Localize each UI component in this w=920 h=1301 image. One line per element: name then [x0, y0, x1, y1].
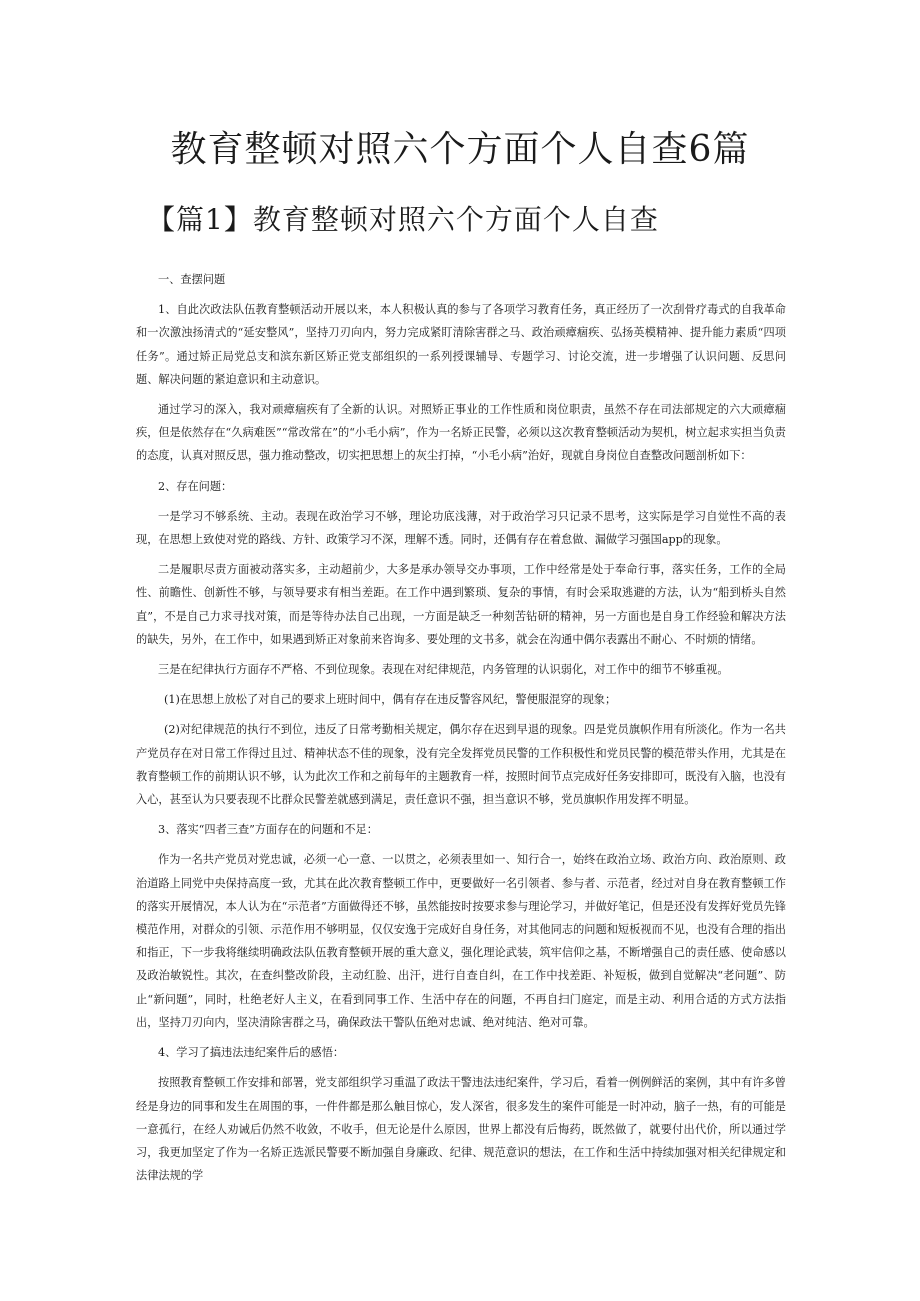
list-item: (2)对纪律规范的执行不到位，违反了日常考勤相关规定，偶尔存在迟到早退的现象。四是党员旗帜作用有所淡化。作为一名共产党员存在对日常工作得过且过、精神状态不佳的现象，没有完全发挥党员民警的工作积极性和党员民警的模范带头作用，尤其是在教育整顿工作的前期认识不够，认为此次工作和之前每年的主题教育一样，按照时间节点完成好任务安排即可，既没有入脑，也没有入心，甚至认为只要表现不比群众民警差就感到满足，责任意识不强，担当意识不够，党员旗帜作用发挥不明显。: [136, 723, 786, 807]
list-item: (1)在思想上放松了对自己的要求上班时间中，偶有存在违反警容风纪，警便服混穿的现象；: [164, 693, 617, 707]
document-title: 教育整顿对照六个方面个人自查6篇: [170, 129, 750, 170]
section-title: 【篇1】教育整顿对照六个方面个人自查: [147, 203, 659, 236]
paragraph: 二是履职尽责方面被动落实多，主动超前少，大多是承办领导交办事项，工作中经常是处于奉命行事，落实任务，工作的全局性、前瞻性、创新性不够，与领导要求有相当差距。在工作中遇到繁琐、复杂的事情，有时会采取逃避的方法，认为“船到桥头自然直”，不是自己力求寻找对策，而是等待办法自己出现，一方面是缺乏一种刻苦钻研的精神，另一方面也是自身工作经验和解决方法的缺失，另外，在工作中，如果遇到矫正对象前来咨询多、要处理的文书多，就会在沟通中偶尔表露出不耐心、不时烦的情绪。: [136, 563, 786, 646]
paragraph: 通过学习的深入，我对顽瘴痼疾有了全新的认识。对照矫正事业的工作性质和岗位职责，虽然不存在司法部规定的六大顽瘴痼疾，但是依然存在“久病难医”“常改常在”的“小毛小病”，作为一名矫正民警，必须以这次教育整顿活动为契机，树立起求实担当负责的态度，认真对照反思，强力推动整改，切实把思想上的灰尘打掉，“小毛小病”治好，现就自身岗位自查整改问题剖析如下：: [136, 403, 786, 463]
paragraph: 1、自此次政法队伍教育整顿活动开展以来，本人积极认真的参与了各项学习教育任务，真正经历了一次刮骨疗毒式的自我革命和一次激浊扬清式的“延安整风”，坚持刀刃向内，努力完成紧盯清除害群之马、政治顽瘴痼疾、弘扬英模精神、提升能力素质“四项任务”。通过矫正局党总支和滨东新区矫正党支部组织的一系列授课辅导、专题学习、讨论交流，进一步增强了认识问题、反思问题、解决问题的紧迫意识和主动意识。: [136, 303, 786, 386]
paragraph: 一是学习不够系统、主动。表现在政治学习不够，理论功底浅薄，对于政治学习只记录不思考，这实际是学习自觉性不高的表现，在思想上致使对党的路线、方针、政策学习不深，理解不透。同时，还偶有存在着怠做、漏做学习强国app的现象。: [136, 509, 786, 547]
section-heading: 2、存在问题：: [158, 479, 233, 493]
section-heading: 4、学习了搞违法违纪案件后的感悟：: [158, 1046, 345, 1060]
document-body: [136, 268, 786, 1194]
paragraph: 作为一名共产党员对党忠诚，必须一心一意、一以贯之，必须表里如一、知行合一，始终在政治立场、政治方向、政治原则、政治道路上同党中央保持高度一致，尤其在此次教育整顿工作中，更要做好一名引领者、参与者、示范者，经过对自身在教育整顿工作的落实开展情况，本人认为在“示范者”方面做得还不够，虽然能按时按要求参与理论学习，并做好笔记，但是还没有发挥好党员先锋模范作用，对群众的引领、示范作用不够明显，仅仅安逸于完成好自身任务，对其他同志的问题和短板视而不见，也没有合理的指出和指正，下一步我将继续明确政法队伍教育整顿开展的重大意义，强化理论武装，筑牢信仰之基，不断增强自己的责任感、使命感以及政治敏锐性。其次，在查纠整改阶段，主动红脸、出汗，进行自查自纠，在工作中找差距、补短板，做到自觉解决“老问题”、防止“新问题”，同时，杜绝老好人主义，在看到同事工作、生活中存在的问题，不再自扫门庭定，而是主动、利用合适的方式方法指出，坚持刀刃向内，坚决清除害群之马，确保政法干警队伍绝对忠诚、绝对纯洁、绝对可靠。: [136, 853, 786, 1029]
section-heading: 3、落实“四者三查”方面存在的问题和不足：: [158, 823, 378, 837]
paragraph: 按照教育整顿工作安排和部署，党支部组织学习重温了政法干警违法违纪案件，学习后，看着一例例鲜活的案例，其中有许多曾经是身边的同事和发生在周围的事，一件件都是那么触目惊心，发人深省，很多发生的案件可能是一时冲动，脑子一热，有的可能是一意孤行，在经人劝诫后仍然不收敛，不收手，但无论是什么原因，世界上都没有后悔药，既然做了，就要付出代价，所以通过学习，我更加坚定了作为一名矫正选派民警要不断加强自身廉政、纪律、规范意识的想法，在工作和生活中持续加强对相关纪律规定和法律法规的学: [136, 1076, 786, 1183]
paragraph: 三是在纪律执行方面存不严格、不到位现象。表现在对纪律规范，内务管理的认识弱化，对工作中的细节不够重视。: [158, 663, 729, 677]
section-heading: 一、查摆问题: [158, 273, 226, 286]
